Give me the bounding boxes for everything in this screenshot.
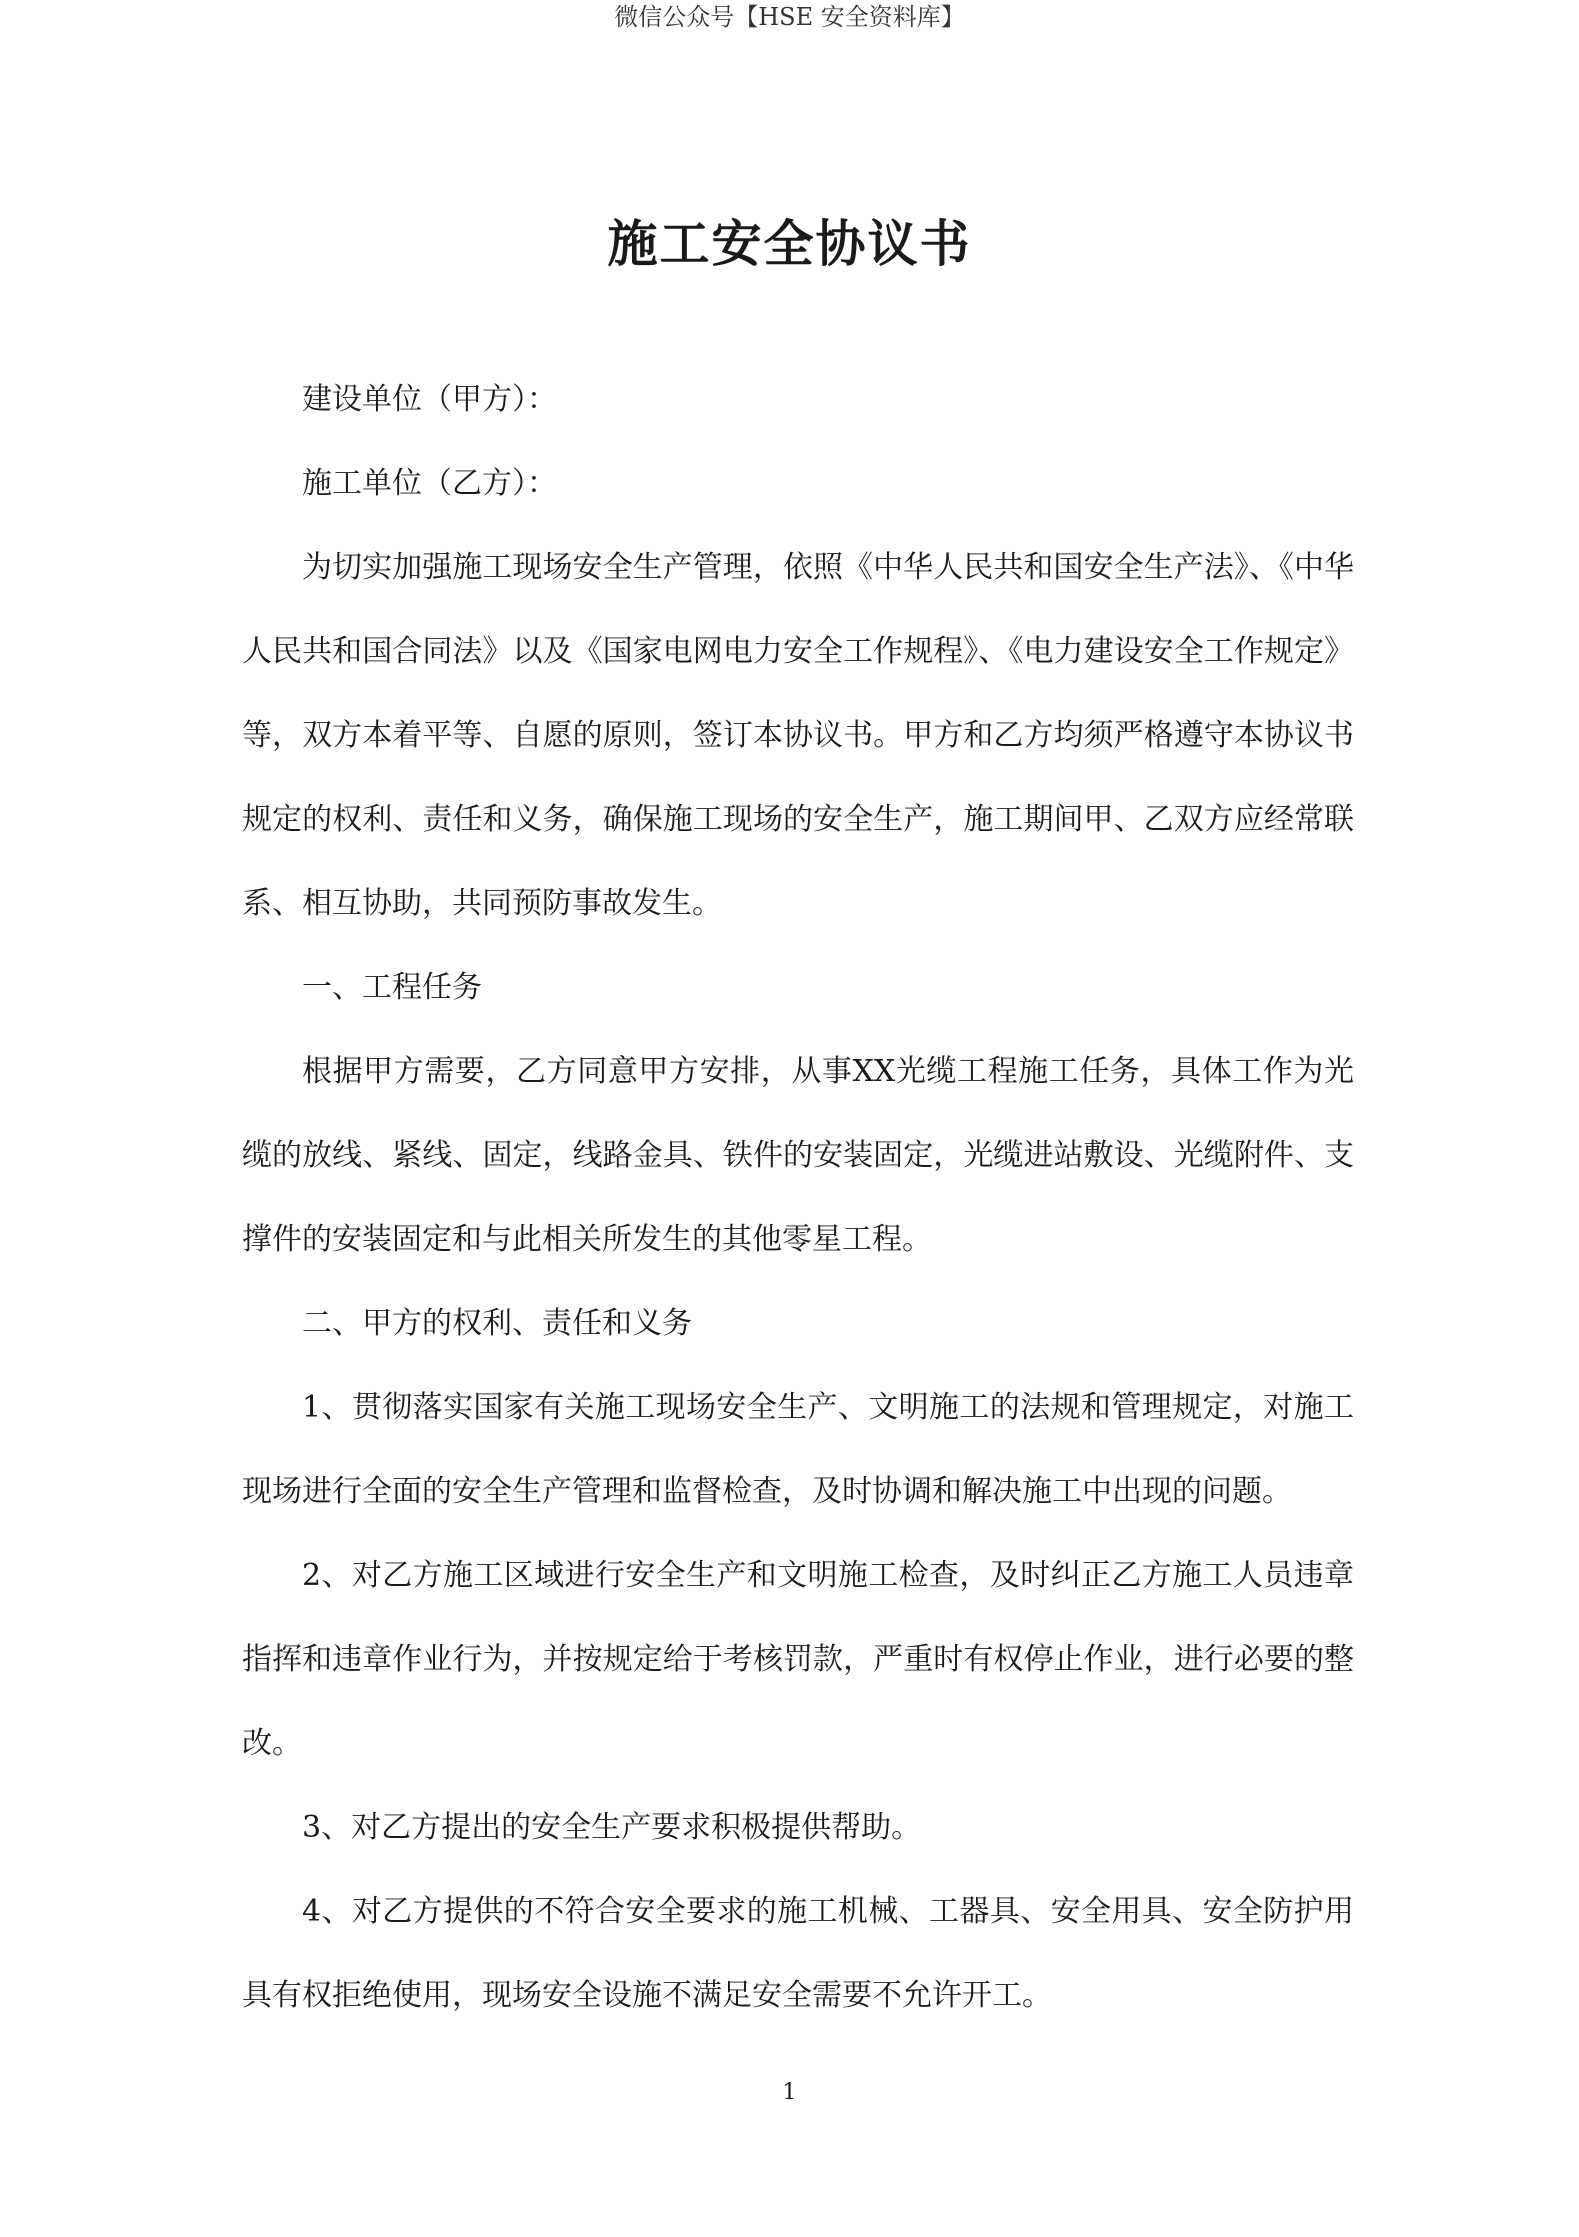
party-a-duty-item: 1、贯彻落实国家有关施工现场安全生产、文明施工的法规和管理规定，对施工现场进行全面的安全生产管理和监督检查，及时协调和解决施工中出现的问题。 bbox=[242, 1390, 1354, 1509]
project-task-paragraph: 根据甲方需要，乙方同意甲方安排，从事XX光缆工程施工任务，具体工作为光缆的放线、紧线、固定，线路金具、铁件的安装固定，光缆进站敷设、光缆附件、支撑件的安装固定和与此相关所发生的其他零星工程。 bbox=[242, 1054, 1354, 1257]
document-body bbox=[242, 358, 1354, 2038]
page-header: 微信公众号【HSE 安全资料库】 bbox=[614, 3, 965, 31]
page-number: 1 bbox=[782, 2080, 797, 2105]
party-a-duty-item: 3、对乙方提出的安全生产要求积极提供帮助。 bbox=[302, 1810, 922, 1845]
party-b-line: 施工单位（乙方）： bbox=[302, 466, 557, 501]
intro-paragraph: 为切实加强施工现场安全生产管理，依照《中华人民共和国安全生产法》、《中华人民共和国合同法》以及《国家电网电力安全工作规程》、《电力建设安全工作规定》等，双方本着平等、自愿的原则，签订本协议书。甲方和乙方均须严格遵守本协议书规定的权利、责任和义务，确保施工现场的安全生产，施工期间甲、乙双方应经常联系、相互协助，共同预防事故发生。 bbox=[242, 550, 1354, 921]
party-a-line: 建设单位（甲方）： bbox=[302, 382, 557, 417]
party-a-duty-item: 4、对乙方提供的不符合安全要求的施工机械、工器具、安全用具、安全防护用具有权拒绝使用，现场安全设施不满足安全需要不允许开工。 bbox=[242, 1894, 1354, 2013]
document-title: 施工安全协议书 bbox=[607, 214, 972, 273]
party-a-duty-item: 2、对乙方施工区域进行安全生产和文明施工检查，及时纠正乙方施工人员违章指挥和违章作业行为，并按规定给于考核罚款，严重时有权停止作业，进行必要的整改。 bbox=[242, 1558, 1354, 1761]
section-heading-party-a-duties: 二、甲方的权利、责任和义务 bbox=[302, 1306, 692, 1341]
section-heading-project-task: 一、工程任务 bbox=[302, 970, 482, 1005]
